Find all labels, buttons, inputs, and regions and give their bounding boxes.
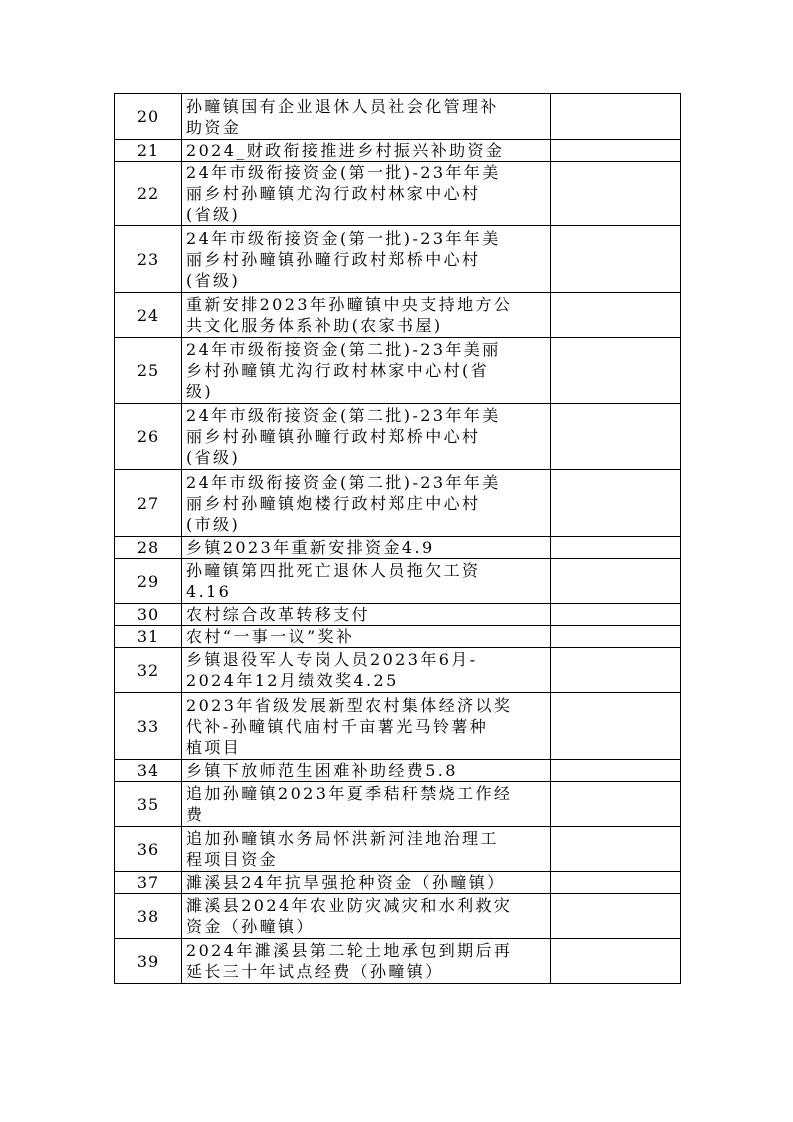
table-row bbox=[115, 537, 681, 559]
item-name-cell: 乡镇2023年重新安排资金4.9 bbox=[182, 537, 551, 559]
blank-cell bbox=[551, 872, 681, 894]
row-number-cell: 38 bbox=[115, 894, 182, 939]
row-number-cell: 26 bbox=[115, 404, 182, 470]
row-number-cell: 22 bbox=[115, 162, 182, 226]
row-number-cell: 30 bbox=[115, 604, 182, 626]
row-number-cell: 27 bbox=[115, 470, 182, 537]
item-name-cell: 追加孙疃镇2023年夏季秸秆禁烧工作经 费 bbox=[182, 782, 551, 827]
blank-cell bbox=[551, 293, 681, 338]
blank-cell bbox=[551, 537, 681, 559]
item-name-cell: 2024_财政衔接推进乡村振兴补助资金 bbox=[182, 140, 551, 162]
blank-cell bbox=[551, 939, 681, 984]
item-name-cell: 24年市级衔接资金(第一批)-23年年美 丽乡村孙疃镇尤沟行政村林家中心村 (省级) bbox=[182, 162, 551, 226]
blank-cell bbox=[551, 693, 681, 760]
item-name-cell: 24年市级衔接资金(第二批)-23年美丽 乡村孙疃镇尤沟行政村林家中心村(省 级) bbox=[182, 338, 551, 404]
blank-cell bbox=[551, 604, 681, 626]
item-name-cell: 乡镇退役军人专岗人员2023年6月- 2024年12月绩效奖4.25 bbox=[182, 648, 551, 693]
blank-cell bbox=[551, 162, 681, 226]
item-name-cell: 追加孙疃镇水务局怀洪新河洼地治理工 程项目资金 bbox=[182, 827, 551, 872]
table-row bbox=[115, 626, 681, 648]
table-row bbox=[115, 162, 681, 226]
item-name-cell: 孙疃镇第四批死亡退休人员拖欠工资 4.16 bbox=[182, 559, 551, 604]
blank-cell bbox=[551, 470, 681, 537]
blank-cell bbox=[551, 140, 681, 162]
table-row bbox=[115, 604, 681, 626]
table-row bbox=[115, 404, 681, 470]
blank-cell bbox=[551, 782, 681, 827]
table-row bbox=[115, 872, 681, 894]
table-row bbox=[115, 226, 681, 293]
item-name-cell: 24年市级衔接资金(第二批)-23年年美 丽乡村孙疃镇孙疃行政村郑桥中心村 (省级) bbox=[182, 404, 551, 470]
table-body bbox=[115, 94, 681, 984]
table-row bbox=[115, 894, 681, 939]
blank-cell bbox=[551, 827, 681, 872]
table-row bbox=[115, 293, 681, 338]
row-number-cell: 34 bbox=[115, 760, 182, 782]
row-number-cell: 37 bbox=[115, 872, 182, 894]
table-row bbox=[115, 782, 681, 827]
row-number-cell: 29 bbox=[115, 559, 182, 604]
item-name-cell: 乡镇下放师范生困难补助经费5.8 bbox=[182, 760, 551, 782]
item-name-cell: 2024年濉溪县第二轮土地承包到期后再 延长三十年试点经费（孙疃镇） bbox=[182, 939, 551, 984]
item-name-cell: 濉溪县24年抗旱强抢种资金（孙疃镇） bbox=[182, 872, 551, 894]
blank-cell bbox=[551, 626, 681, 648]
row-number-cell: 23 bbox=[115, 226, 182, 293]
blank-cell bbox=[551, 94, 681, 140]
table-row bbox=[115, 470, 681, 537]
blank-cell bbox=[551, 648, 681, 693]
row-number-cell: 28 bbox=[115, 537, 182, 559]
row-number-cell: 31 bbox=[115, 626, 182, 648]
blank-cell bbox=[551, 559, 681, 604]
item-name-cell: 濉溪县2024年农业防灾减灾和水利救灾 资金（孙疃镇） bbox=[182, 894, 551, 939]
row-number-cell: 21 bbox=[115, 140, 182, 162]
row-number-cell: 36 bbox=[115, 827, 182, 872]
row-number-cell: 32 bbox=[115, 648, 182, 693]
blank-cell bbox=[551, 226, 681, 293]
blank-cell bbox=[551, 760, 681, 782]
item-name-cell: 农村综合改革转移支付 bbox=[182, 604, 551, 626]
row-number-cell: 39 bbox=[115, 939, 182, 984]
item-name-cell: 2023年省级发展新型农村集体经济以奖 代补-孙疃镇代庙村千亩薯光马铃薯种 植项目 bbox=[182, 693, 551, 760]
item-name-cell: 孙疃镇国有企业退休人员社会化管理补 助资金 bbox=[182, 94, 551, 140]
item-name-cell: 农村“一事一议”奖补 bbox=[182, 626, 551, 648]
table-row bbox=[115, 939, 681, 984]
row-number-cell: 20 bbox=[115, 94, 182, 140]
item-name-cell: 24年市级衔接资金(第二批)-23年年美 丽乡村孙疃镇炮楼行政村郑庄中心村 (市级) bbox=[182, 470, 551, 537]
row-number-cell: 33 bbox=[115, 693, 182, 760]
row-number-cell: 25 bbox=[115, 338, 182, 404]
row-number-cell: 35 bbox=[115, 782, 182, 827]
table-row bbox=[115, 827, 681, 872]
table-row bbox=[115, 94, 681, 140]
table-row bbox=[115, 559, 681, 604]
table-row bbox=[115, 693, 681, 760]
table-row bbox=[115, 648, 681, 693]
blank-cell bbox=[551, 894, 681, 939]
table-row bbox=[115, 760, 681, 782]
budget-table bbox=[114, 93, 681, 984]
table-row bbox=[115, 140, 681, 162]
row-number-cell: 24 bbox=[115, 293, 182, 338]
blank-cell bbox=[551, 404, 681, 470]
blank-cell bbox=[551, 338, 681, 404]
table-row bbox=[115, 338, 681, 404]
item-name-cell: 重新安排2023年孙疃镇中央支持地方公 共文化服务体系补助(农家书屋) bbox=[182, 293, 551, 338]
item-name-cell: 24年市级衔接资金(第一批)-23年年美 丽乡村孙疃镇孙疃行政村郑桥中心村 (省级) bbox=[182, 226, 551, 293]
